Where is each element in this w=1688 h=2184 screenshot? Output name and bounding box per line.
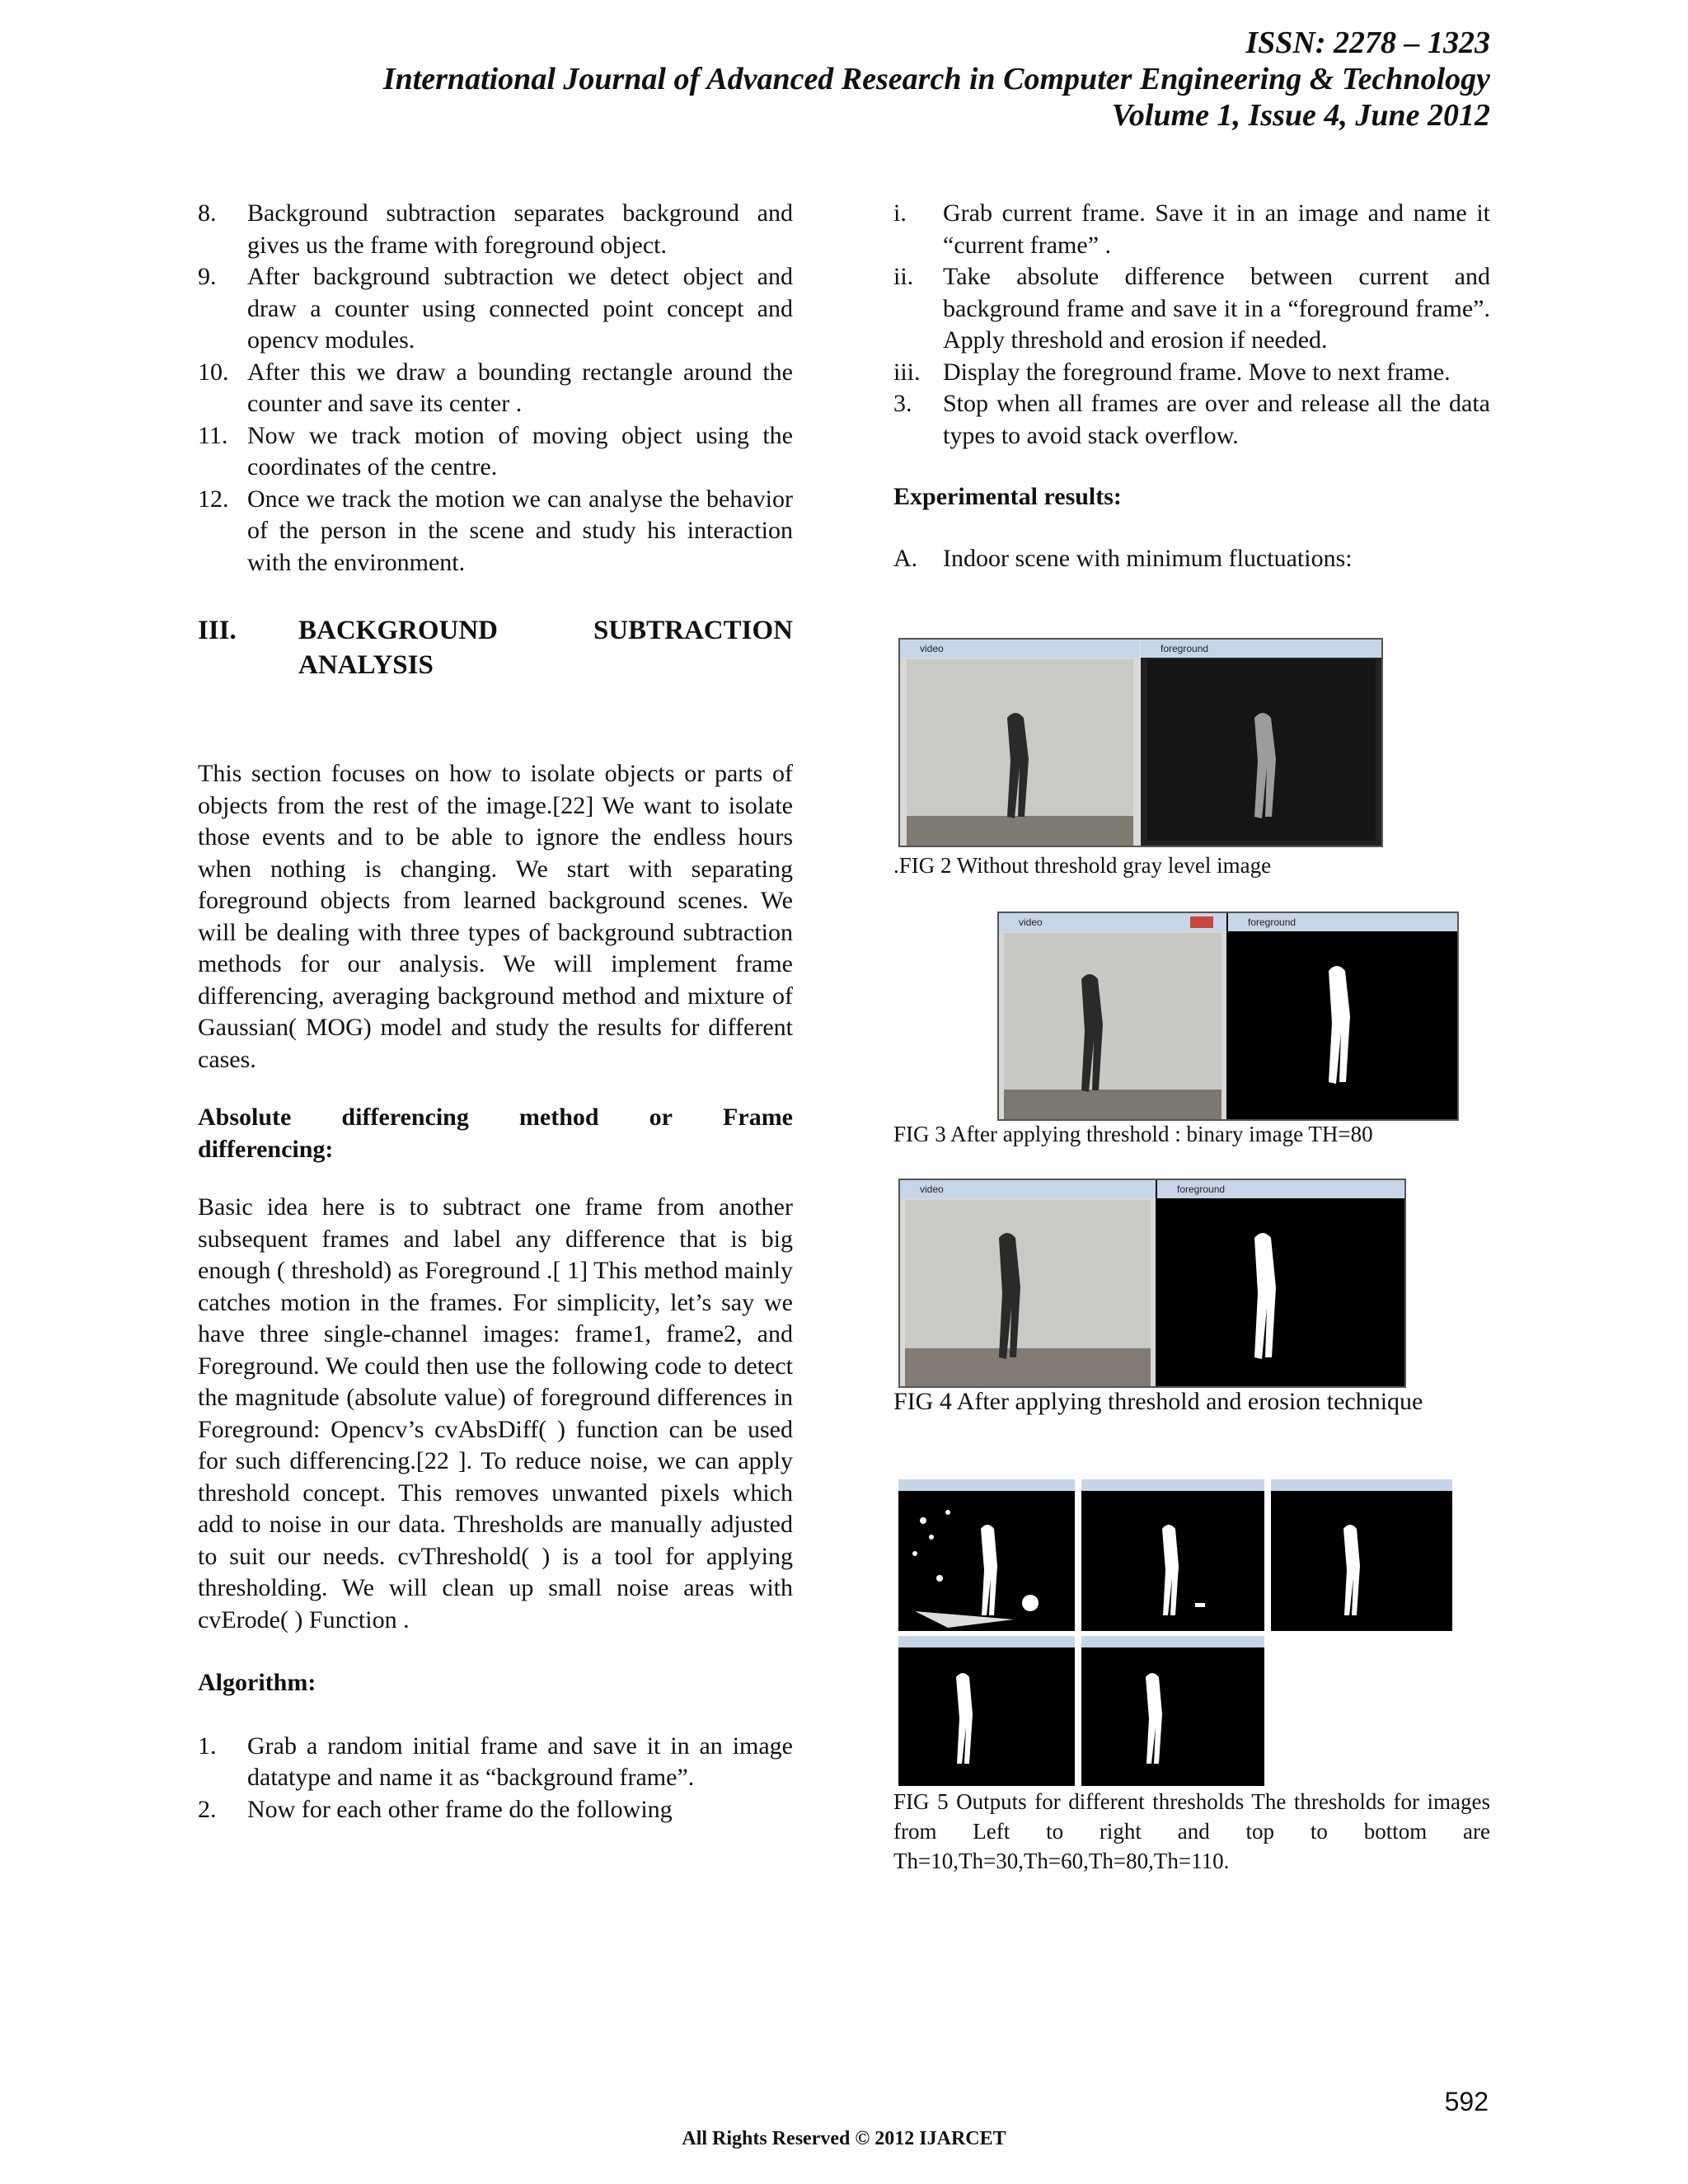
algorithm-heading: Algorithm: (198, 1669, 316, 1696)
list-item: ii. Take absolute difference between current and background frame and save it in a “foreground frame”. Apply threshold and erosion if needed. (893, 263, 1490, 354)
issn: ISSN: 2278 – 1323 (1245, 26, 1490, 60)
svg-text:video: video (920, 643, 944, 654)
method-description: Basic idea here is to subtract one frame from another subsequent frames and label any difference that is big enough ( threshold) as Foreground .[ 1] This method mainly catches motion in the frames. For simplicity, let’s say we have three single-channel images: frame1, frame2, and Foreground. We could then use the following code to detect the magnitude (absolute value) of foreground differences in Foreground: Opencv’s cvAbsDiff( ) function can be used for such differencing.[22 ]. To reduce noise, we can apply threshold concept. This removes unwanted pixels which add to noise in our data. Thresholds are manually adjusted to suit our needs. cvThreshold( ) is a tool for applying thresholding. We will clean up small noise areas with cvErode( ) Function . (198, 1193, 793, 1633)
right-column (893, 198, 1490, 574)
experimental-results-heading: Experimental results: (893, 483, 1122, 510)
list-item: 1. Grab a random initial frame and save it in an image datatype and name it as “background frame”. (198, 1732, 793, 1791)
figure-2-caption: .FIG 2 Without threshold gray level image (893, 853, 1272, 878)
list-item: 10. After this we draw a bounding rectangle around the counter and save its center . (198, 358, 793, 417)
threshold-panel (898, 1636, 1075, 1786)
list-item: 12. Once we track the motion we can analyse the behavior of the person in the scene and study his interaction with the environment. (198, 485, 793, 576)
subsection-heading: Absolute differencing method or Frame differencing: (198, 1104, 793, 1163)
svg-text:foreground: foreground (1177, 1183, 1226, 1195)
scene-label: A. Indoor scene with minimum fluctuations: (893, 544, 1353, 572)
figure-5-image (898, 1479, 1452, 1786)
list-item: i. Grab current frame. Save it in an image and name it “current frame” . (893, 199, 1490, 259)
threshold-panel (1271, 1479, 1452, 1631)
figure-5-graphic (898, 1479, 1452, 1786)
list-item: 9. After background subtraction we detect object and draw a counter using connected point concept and opencv modules. (198, 263, 793, 354)
volume-info: Volume 1, Issue 4, June 2012 (1111, 98, 1490, 133)
figure-5-caption: FIG 5 Outputs for different thresholds The thresholds for images from Left to right and top to bottom are Th=10,Th=30,Th=60,Th=80,Th=110. (893, 1789, 1490, 1873)
threshold-panel (1081, 1479, 1264, 1631)
figure-3-image (997, 912, 1459, 1121)
figure-3-graphic (999, 913, 1457, 1119)
figure-2-image (898, 638, 1383, 847)
svg-text:video: video (920, 1183, 944, 1195)
list-item: iii. Display the foreground frame. Move to next frame. (893, 358, 1451, 386)
figure-4-caption: FIG 4 After applying threshold and erosion technique (893, 1388, 1423, 1415)
section-title-word: BACKGROUND (298, 616, 499, 645)
section-heading (198, 613, 793, 682)
list-item: 3. Stop when all frames are over and release all the data types to avoid stack overflow. (893, 390, 1490, 449)
list-item: 2. Now for each other frame do the following (198, 1795, 673, 1823)
list-item: 8. Background subtraction separates background and gives us the frame with foreground object. (198, 199, 793, 259)
steps-list (198, 198, 793, 579)
svg-text:foreground: foreground (1160, 643, 1209, 654)
threshold-panel (898, 1479, 1075, 1631)
section-title-word: SUBTRACTION (593, 616, 793, 645)
section-number: III. (198, 616, 237, 645)
algorithm-list (198, 1731, 793, 1826)
journal-header (383, 25, 1490, 134)
section-title-word: ANALYSIS (298, 650, 434, 680)
svg-text:foreground: foreground (1248, 916, 1296, 928)
figure-4-image (898, 1179, 1406, 1388)
list-item: 11. Now we track motion of moving object using the coordinates of the centre. (198, 421, 793, 480)
figure-2-graphic (900, 640, 1381, 846)
algorithm-substeps (893, 198, 1490, 452)
section-intro: This section focuses on how to isolate objects or parts of objects from the rest of the image.[22] We want to isolate those events and to be able to ignore the endless hours when nothing is changing. We start with separating foreground objects from learned background scenes. We will be dealing with three types of background subtraction methods for our analysis. We will implement frame differencing, averaging background method and mixture of Gaussian( MOG) model and study the results for different cases. (198, 760, 793, 1073)
svg-text:video: video (1019, 916, 1043, 928)
copyright-footer: All Rights Reserved © 2012 IJARCET (682, 2128, 1006, 2149)
page-number: 592 (1444, 2087, 1489, 2116)
threshold-panel (1081, 1636, 1264, 1786)
figure-3-caption: FIG 3 After applying threshold : binary image TH=80 (893, 1122, 1373, 1146)
figure-4-graphic (900, 1180, 1404, 1386)
journal-title: International Journal of Advanced Research in Computer Engineering & Technology (382, 62, 1490, 96)
left-column (198, 198, 793, 1825)
